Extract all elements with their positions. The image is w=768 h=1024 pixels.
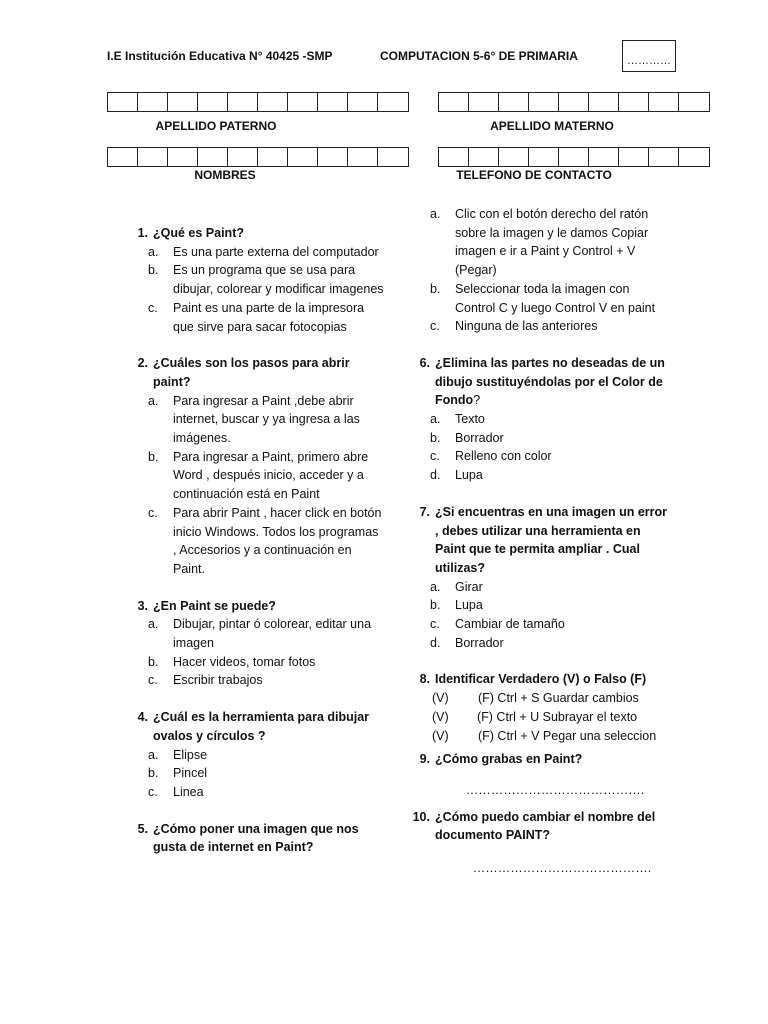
option-5a[interactable] — [410, 205, 670, 280]
option-text: Girar — [455, 579, 483, 594]
question-1 — [128, 224, 385, 243]
option-text: Escribir trabajos — [173, 673, 263, 688]
apellido-materno-grid[interactable] — [438, 92, 710, 112]
option-2a[interactable] — [128, 392, 385, 448]
tf-mark: (V) — [432, 710, 449, 725]
question-9 — [410, 750, 670, 769]
question-number: 5. — [137, 821, 148, 836]
telefono-label: TELEFONO DE CONTACTO — [456, 168, 612, 182]
question-5 — [128, 820, 385, 857]
tf-mark: (V) — [432, 691, 449, 706]
option-text: Lupa — [455, 468, 483, 483]
option-letter: a. — [148, 244, 159, 259]
question-number: 4. — [137, 710, 148, 725]
option-letter: b. — [148, 766, 159, 781]
question-text: ¿Cómo puedo cambiar el nombre del documento PAINT? — [435, 809, 656, 843]
option-text: Es un programa que se usa para dibujar, colorear y modificar imagenes — [173, 263, 384, 297]
option-text: Texto — [455, 412, 485, 427]
question-text: ¿Cuál es la herramienta para dibujar ovalos y círculos ? — [153, 710, 370, 743]
question-text-end: ? — [473, 393, 481, 408]
question-text: ¿Cuáles son los pasos para abrir paint? — [153, 356, 350, 389]
option-text: Para ingresar a Paint ,debe abrir internet, buscar y ya ingresa a las imágenes. — [173, 393, 360, 446]
answer-line-10[interactable]: ……………………………………. — [472, 860, 652, 875]
institution-title: I.E Institución Educativa N° 40425 -SMP — [107, 49, 333, 63]
option-letter: c. — [148, 673, 158, 688]
question-4 — [128, 708, 385, 745]
apellido-paterno-grid[interactable] — [107, 92, 409, 112]
question-number: 2. — [137, 356, 148, 371]
option-4a[interactable] — [128, 746, 385, 765]
option-2b[interactable] — [128, 448, 385, 504]
option-text: Hacer videos, tomar fotos — [173, 654, 316, 669]
option-7b[interactable] — [410, 596, 670, 615]
option-3c[interactable] — [128, 671, 385, 690]
tf-text: (F) Ctrl + U Subrayar el texto — [477, 710, 638, 725]
question-number: 1. — [137, 226, 148, 240]
option-6a[interactable] — [410, 410, 670, 429]
tf-row-2[interactable] — [410, 708, 670, 727]
option-3a[interactable] — [128, 615, 385, 652]
tf-text: (F) Ctrl + V Pegar una seleccion — [478, 729, 657, 744]
option-1a[interactable] — [128, 243, 385, 262]
option-letter: a. — [430, 579, 441, 594]
option-letter: c. — [430, 319, 440, 334]
option-letter: b. — [430, 281, 441, 296]
option-letter: a. — [430, 412, 441, 427]
option-text: Clic con el botón derecho del ratón sobre la imagen y le damos Copiar imagen e ir a Paint y Control + V (Pegar) — [455, 207, 649, 278]
option-letter: d. — [430, 468, 441, 483]
tf-row-1[interactable] — [410, 689, 670, 708]
question-text: ¿Cómo grabas en Paint? — [435, 752, 583, 767]
question-text: ¿En Paint se puede? — [153, 598, 276, 613]
answer-line-9[interactable]: ……………………………………. — [465, 782, 645, 797]
option-7d[interactable] — [410, 634, 670, 653]
option-letter: a. — [148, 747, 159, 762]
option-text: Paint es una parte de la impresora que sirve para sacar fotocopias — [173, 300, 365, 334]
question-8 — [410, 670, 670, 689]
option-7c[interactable] — [410, 615, 670, 634]
option-letter: c. — [148, 505, 158, 520]
question-number: 6. — [419, 355, 430, 370]
option-letter: c. — [430, 617, 440, 632]
option-1b[interactable] — [128, 261, 385, 298]
option-letter: b. — [148, 654, 159, 669]
question-2 — [128, 354, 385, 391]
option-text: Para ingresar a Paint, primero abre Word , después inicio, acceder y a continuación está en Paint — [173, 449, 369, 502]
apellido-materno-label: APELLIDO MATERNO — [490, 119, 614, 133]
question-6 — [410, 354, 670, 410]
question-3 — [128, 597, 385, 616]
tf-row-3[interactable] — [410, 727, 670, 746]
right-column — [410, 205, 670, 878]
question-number: 9. — [419, 752, 430, 767]
option-text: Cambiar de tamaño — [455, 617, 565, 632]
option-text: Pincel — [173, 766, 208, 781]
option-1c[interactable] — [128, 299, 385, 336]
question-number: 3. — [137, 598, 148, 613]
question-text: ¿Elimina las partes no deseadas de un dibujo sustituyéndolas por el Color de Fondo — [435, 355, 665, 408]
option-text: Es una parte externa del computador — [173, 244, 379, 259]
option-letter: a. — [430, 207, 441, 221]
question-number: 10. — [412, 809, 430, 824]
option-5b[interactable] — [410, 280, 670, 317]
question-text: ¿Cómo poner una imagen que nos gusta de internet en Paint? — [153, 821, 359, 855]
option-letter: a. — [148, 393, 159, 408]
grade-box-dots: ………… — [627, 55, 671, 67]
nombres-grid[interactable] — [107, 147, 409, 167]
grade-box[interactable] — [622, 40, 676, 72]
left-column — [128, 224, 385, 857]
option-4b[interactable] — [128, 764, 385, 783]
question-number: 8. — [419, 672, 430, 687]
option-letter: a. — [148, 617, 159, 632]
question-number: 7. — [419, 504, 430, 519]
question-text: ¿Si encuentras en una imagen un error , debes utilizar una herramienta en Paint que te permita ampliar . Cual utilizas? — [435, 504, 668, 575]
option-text: Borrador — [455, 635, 504, 650]
option-text: Borrador — [455, 430, 504, 445]
option-6b[interactable] — [410, 429, 670, 448]
option-letter: c. — [148, 784, 158, 799]
option-text: Dibujar, pintar ó colorear, editar una imagen — [173, 617, 372, 651]
option-5c[interactable] — [410, 317, 670, 336]
option-letter: b. — [148, 449, 159, 464]
option-3b[interactable] — [128, 653, 385, 672]
tf-text: (F) Ctrl + S Guardar cambios — [478, 691, 639, 706]
option-6d[interactable] — [410, 466, 670, 485]
option-letter: c. — [148, 300, 158, 315]
option-2c[interactable] — [128, 504, 385, 579]
option-letter: b. — [430, 598, 441, 613]
option-6c[interactable] — [410, 447, 670, 466]
question-10 — [410, 808, 670, 845]
option-text: Linea — [173, 784, 204, 799]
option-text: Elipse — [173, 747, 208, 762]
option-letter: b. — [148, 263, 159, 278]
option-letter: b. — [430, 430, 441, 445]
question-7 — [410, 503, 670, 578]
option-letter: d. — [430, 635, 441, 650]
option-text: Ninguna de las anteriores — [455, 319, 598, 334]
option-text: Seleccionar toda la imagen con Control C y luego Control V en paint — [455, 281, 656, 315]
question-text: ¿Qué es Paint? — [153, 226, 244, 240]
course-title: COMPUTACION 5-6° DE PRIMARIA — [380, 49, 578, 63]
tf-mark: (V) — [432, 729, 449, 744]
nombres-label: NOMBRES — [194, 168, 256, 182]
option-text: Relleno con color — [455, 449, 552, 464]
option-text: Lupa — [455, 598, 483, 613]
option-text: Para abrir Paint , hacer click en botón inicio Windows. Todos los programas , Accesorios y a continuación en Paint. — [173, 505, 382, 576]
question-text: Identificar Verdadero (V) o Falso (F) — [435, 672, 647, 687]
option-letter: c. — [430, 449, 440, 464]
option-4c[interactable] — [128, 783, 385, 802]
apellido-paterno-label: APELLIDO PATERNO — [155, 119, 277, 133]
option-7a[interactable] — [410, 578, 670, 597]
telefono-grid[interactable] — [438, 147, 710, 167]
